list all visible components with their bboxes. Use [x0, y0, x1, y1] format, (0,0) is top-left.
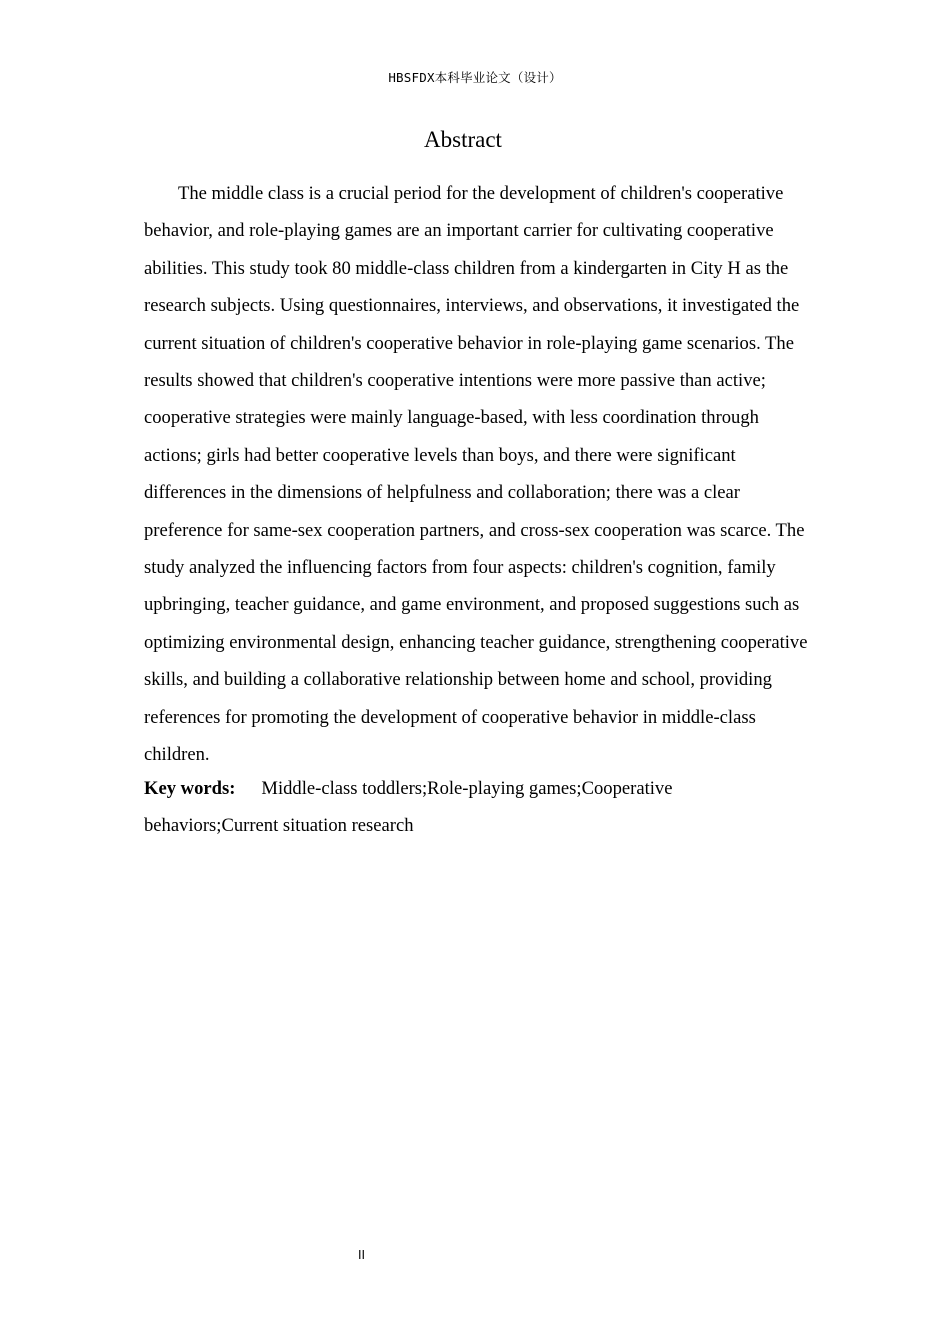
keywords-label: Key words: [144, 778, 236, 799]
keywords-text: Middle-class toddlers;Role-playing games;Cooperative behaviors;Current situation research [144, 778, 673, 837]
keywords-paragraph [144, 770, 744, 845]
abstract-body: The middle class is a crucial period for the development of children's cooperative behavior, and role-playing games are an important carrier for cultivating cooperative abilities. This study took 80 middle-class children from a kindergarten in City H as the research subjects. Using questionnaires, interviews, and observations, it investigated the current situation of children's cooperative behavior in role-playing game scenarios. The results showed that children's cooperative intentions were more passive than active; cooperative strategies were mainly language-based, with less coordination through actions; girls had better cooperative levels than boys, and there were significant differences in the dimensions of helpfulness and collaboration; there was a clear preference for same-sex cooperation partners, and cross-sex cooperation was scarce. The study analyzed the influencing factors from four aspects: children's cognition, family upbringing, teacher guidance, and game environment, and proposed suggestions such as optimizing environmental design, enhancing teacher guidance, strengthening cooperative skills, and building a collaborative relationship between home and school, providing references for promoting the development of cooperative behavior in middle-class children. [144, 183, 808, 766]
abstract-title: Abstract [424, 127, 502, 152]
page-number: II [358, 1248, 366, 1262]
page-header: HBSFDX本科毕业论文（设计） [388, 70, 562, 85]
